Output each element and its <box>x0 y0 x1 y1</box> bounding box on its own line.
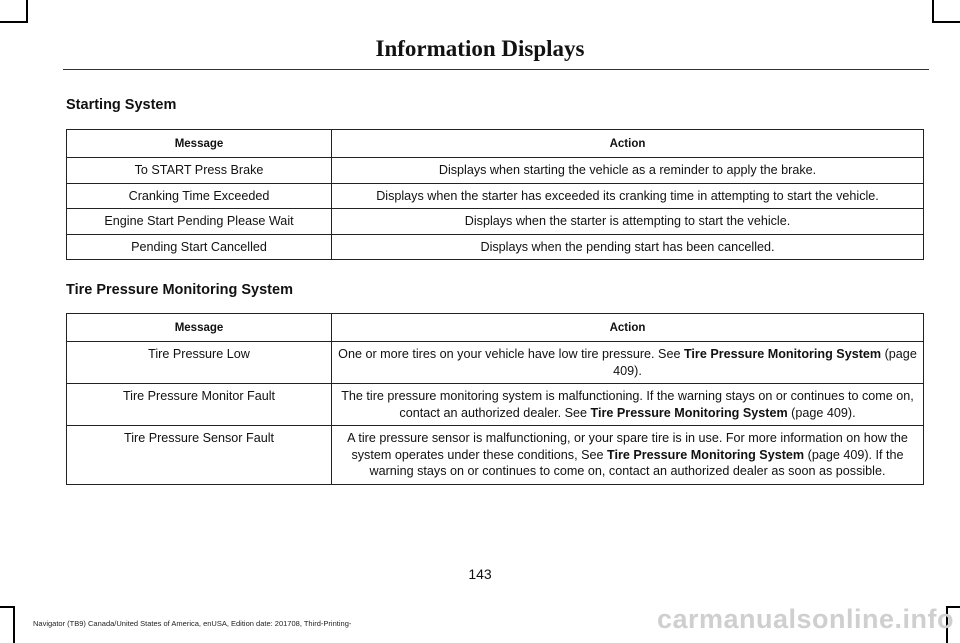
action-text: One or more tires on your vehicle have low tire pressure. See <box>338 347 684 361</box>
tire-pressure-table <box>66 313 924 485</box>
crop-mark <box>0 21 28 23</box>
action-text: (page 409). <box>787 405 856 420</box>
column-header-action: Action <box>332 314 924 342</box>
section-title-tire-pressure: Tire Pressure Monitoring System <box>66 282 293 298</box>
table-row <box>67 342 924 384</box>
action-text: A tire pressure sensor is malfunctioning, or your spare tire is in use. For more information on how the system operates under these conditions, See <box>347 431 908 462</box>
crop-mark <box>26 0 28 22</box>
action-cell: Displays when starting the vehicle as a reminder to apply the brake. <box>332 158 924 184</box>
table-row <box>67 426 924 485</box>
cross-reference-link: Tire Pressure Monitoring System <box>683 347 882 361</box>
table-row <box>67 209 924 235</box>
action-cell <box>332 384 924 426</box>
action-cell: Displays when the starter has exceeded its cranking time in attempting to start the vehicle. <box>332 183 924 209</box>
message-cell: To START Press Brake <box>67 158 332 184</box>
column-header-message: Message <box>67 130 332 158</box>
watermark: carmanualsonline.info <box>656 604 954 634</box>
table-header-row <box>67 314 924 342</box>
crop-mark <box>932 21 960 23</box>
header-divider <box>63 69 929 70</box>
action-cell <box>332 426 924 485</box>
page-title: Information Displays <box>375 36 585 61</box>
column-header-action: Action <box>332 130 924 158</box>
action-cell <box>332 342 924 384</box>
footer-edition-text: Navigator (TB9) Canada/United States of America, enUSA, Edition date: 201708, Third-Printing- <box>33 619 352 628</box>
cross-reference-link: Tire Pressure Monitoring System <box>606 447 805 462</box>
message-cell: Pending Start Cancelled <box>67 234 332 260</box>
starting-system-table <box>66 129 924 260</box>
cross-reference-link: Tire Pressure Monitoring System <box>590 405 788 420</box>
table-row <box>67 384 924 426</box>
action-cell: Displays when the pending start has been cancelled. <box>332 234 924 260</box>
crop-mark <box>932 0 934 22</box>
message-cell: Tire Pressure Low <box>67 342 332 384</box>
crop-mark <box>0 606 14 608</box>
table-row <box>67 183 924 209</box>
message-cell: Tire Pressure Sensor Fault <box>67 426 332 485</box>
message-cell: Engine Start Pending Please Wait <box>67 209 332 235</box>
table-row <box>67 234 924 260</box>
message-cell: Cranking Time Exceeded <box>67 183 332 209</box>
action-text: (page 409). If the warning stays on or continues to come on, contact an authorized dealer as soon as possible. <box>369 447 904 478</box>
action-cell: Displays when the starter is attempting to start the vehicle. <box>332 209 924 235</box>
crop-mark <box>13 606 15 643</box>
table-header-row <box>67 130 924 158</box>
page-number: 143 <box>468 566 492 582</box>
table-row <box>67 158 924 184</box>
section-title-starting-system: Starting System <box>66 97 177 113</box>
action-text: (page 409). <box>613 347 917 378</box>
column-header-message: Message <box>67 314 332 342</box>
action-text: The tire pressure monitoring system is malfunctioning. If the warning stays on or continues to come on, contact an authorized dealer. See <box>341 389 914 420</box>
message-cell: Tire Pressure Monitor Fault <box>67 384 332 426</box>
